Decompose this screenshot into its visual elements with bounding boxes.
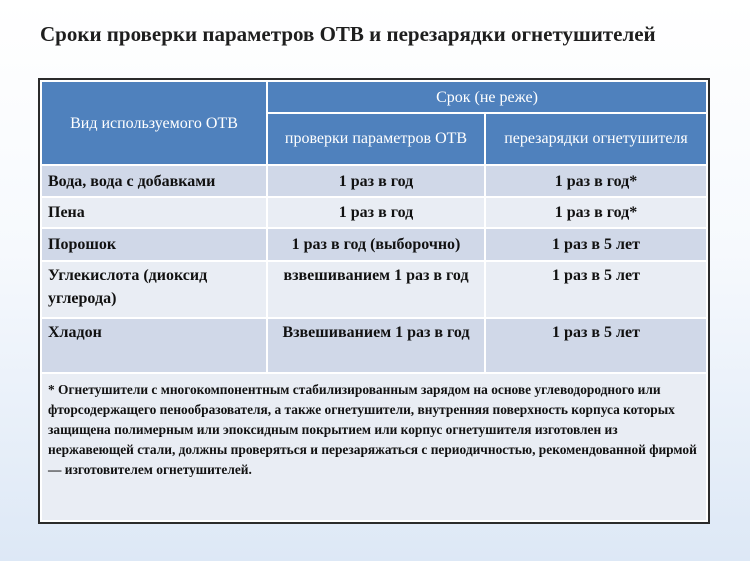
recharge-period-cell: 1 раз в 5 лет [485,228,707,261]
table-row [41,318,707,373]
table-row [41,261,707,318]
recharge-period-cell: 1 раз в 5 лет [485,318,707,373]
check-period-cell: Взвешиванием 1 раз в год [267,318,485,373]
table-row [41,197,707,228]
agent-type-cell: Пена [41,197,267,228]
agent-type-cell: Углекислота (диоксид углерода) [41,261,267,318]
recharge-period-cell: 1 раз в год* [485,197,707,228]
footnote-row [41,373,707,521]
column-group-header-period: Срок (не реже) [267,81,707,113]
agent-type-cell: Порошок [41,228,267,261]
check-period-cell: 1 раз в год (выборочно) [267,228,485,261]
check-period-cell: взвешиванием 1 раз в год [267,261,485,318]
recharge-period-cell: 1 раз в год* [485,165,707,197]
check-period-cell: 1 раз в год [267,197,485,228]
recharge-period-cell: 1 раз в 5 лет [485,261,707,318]
table-row [41,165,707,197]
inspection-schedule-table [40,80,708,522]
table-header-row [41,81,707,113]
column-header-recharge: перезарядки огнетушителя [485,113,707,165]
footnote-text: * Огнетушители с многокомпонентным стабилизированным зарядом на основе углеводородного или фторсодержащего пенообразователя, а также огнетушители, внутренняя поверхность корпуса которых защищена полимерным или эпоксидным покрытием или корпус огнетушителя изготовлен из нержавеющей стали, должны проверяться и перезаряжаться с периодичностью, рекомендованной фирмой — изготовителем огнетушителей. [41,373,707,521]
column-header-check: проверки параметров ОТВ [267,113,485,165]
column-header-agent-type: Вид используемого ОТВ [41,81,267,165]
agent-type-cell: Хладон [41,318,267,373]
page-title: Сроки проверки параметров ОТВ и перезарядки огнетушителей [40,22,656,46]
check-period-cell: 1 раз в год [267,165,485,197]
agent-type-cell: Вода, вода с добавками [41,165,267,197]
table-row [41,228,707,261]
